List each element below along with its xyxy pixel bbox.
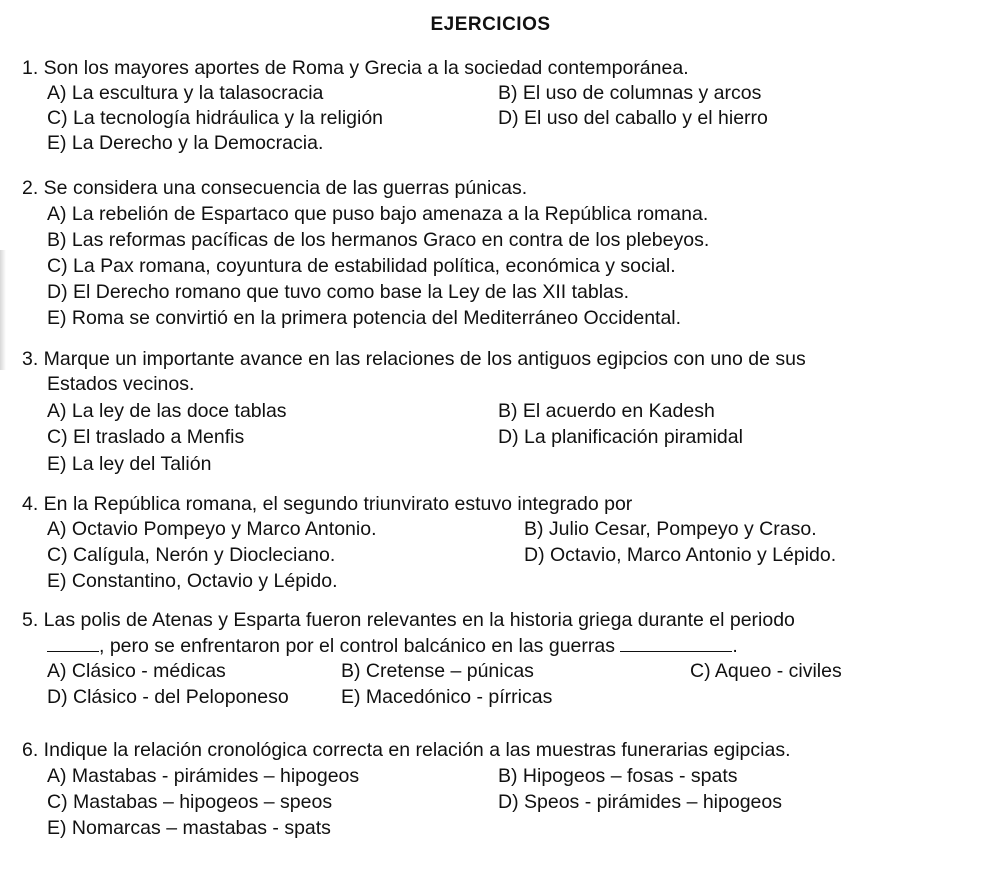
page-title: EJERCICIOS <box>430 14 551 35</box>
question-6-option-a: A) Mastabas - pirámides – hipogeos <box>47 765 360 787</box>
scan-shadow <box>0 250 6 370</box>
question-2-option-b: B) Las reformas pacíficas de los hermanos Graco en contra de los plebeyos. <box>47 229 710 251</box>
question-5-option-c: C) Aqueo - civiles <box>690 660 842 682</box>
question-6-option-c: C) Mastabas – hipogeos – speos <box>47 791 333 813</box>
question-4-option-e: E) Constantino, Octavio y Lépido. <box>47 570 338 592</box>
question-5-option-a: A) Clásico - médicas <box>47 660 226 682</box>
question-5-option-d: D) Clásico - del Peloponeso <box>47 686 289 708</box>
question-2-option-a: A) La rebelión de Espartaco que puso bajo amenaza a la República romana. <box>47 203 709 225</box>
question-3-option-a: A) La ley de las doce tablas <box>47 400 287 422</box>
question-6-option-e: E) Nomarcas – mastabas - spats <box>47 817 331 839</box>
question-5-stem: 5. Las polis de Atenas y Esparta fueron relevantes en la historia griega durante el periodo <box>22 609 795 631</box>
question-3-option-e: E) La ley del Talión <box>47 453 212 475</box>
question-4-option-d: D) Octavio, Marco Antonio y Lépido. <box>524 544 837 566</box>
question-5-option-e: E) Macedónico - pírricas <box>341 686 553 708</box>
fill-in-blank-2[interactable] <box>620 633 732 652</box>
question-1-stem: 1. Son los mayores aportes de Roma y Grecia a la sociedad contemporánea. <box>22 57 689 79</box>
question-3-option-b: B) El acuerdo en Kadesh <box>498 400 715 422</box>
fill-in-blank-1[interactable] <box>47 633 99 652</box>
question-5-stem-middle: , pero se enfrentaron por el control balcánico en las guerras <box>99 635 615 657</box>
question-2-option-d: D) El Derecho romano que tuvo como base la Ley de las XII tablas. <box>47 281 630 303</box>
question-2-option-c: C) La Pax romana, coyuntura de estabilidad política, económica y social. <box>47 255 676 277</box>
question-3-option-c: C) El traslado a Menfis <box>47 426 245 448</box>
question-3-stem: 3. Marque un importante avance en las relaciones de los antiguos egipcios con uno de sus <box>22 348 806 370</box>
question-4-option-c: C) Calígula, Nerón y Diocleciano. <box>47 544 336 566</box>
question-4-stem: 4. En la República romana, el segundo triunvirato estuvo integrado por <box>22 493 633 515</box>
question-6-stem: 6. Indique la relación cronológica correcta en relación a las muestras funerarias egipcias. <box>22 739 791 761</box>
question-4-option-b: B) Julio Cesar, Pompeyo y Craso. <box>524 518 817 540</box>
question-2-option-e: E) Roma se convirtió en la primera potencia del Mediterráneo Occidental. <box>47 307 682 329</box>
question-1-option-c: C) La tecnología hidráulica y la religión <box>47 107 384 129</box>
question-5-stem-continued <box>47 633 738 658</box>
question-1-option-e: E) La Derecho y la Democracia. <box>47 132 324 154</box>
question-1-option-d: D) El uso del caballo y el hierro <box>498 107 768 129</box>
question-3-option-d: D) La planificación piramidal <box>498 426 743 448</box>
question-5-option-b: B) Cretense – púnicas <box>341 660 534 682</box>
question-1-option-b: B) El uso de columnas y arcos <box>498 82 762 104</box>
question-6-option-b: B) Hipogeos – fosas - spats <box>498 765 738 787</box>
question-1-option-a: A) La escultura y la talasocracia <box>47 82 324 104</box>
question-2-stem: 2. Se considera una consecuencia de las guerras púnicas. <box>22 177 528 199</box>
question-6-option-d: D) Speos - pirámides – hipogeos <box>498 791 782 813</box>
question-3-stem-continued: Estados vecinos. <box>47 373 195 395</box>
question-4-option-a: A) Octavio Pompeyo y Marco Antonio. <box>47 518 377 540</box>
question-5-stem-end: . <box>732 635 738 657</box>
